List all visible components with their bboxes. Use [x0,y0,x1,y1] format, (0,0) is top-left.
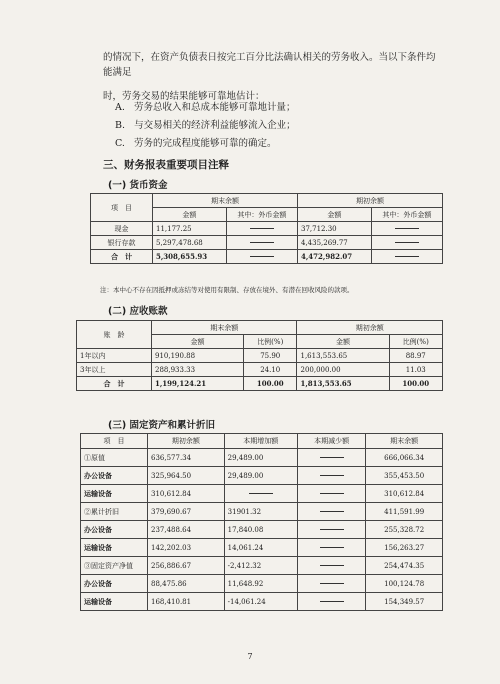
table-row [81,467,443,485]
condition-marker: C. [115,138,125,149]
table-row [81,575,443,593]
table-row-total [91,250,443,264]
fa-begin: 168,410.81 [148,593,225,611]
condition-marker: B. [115,120,126,131]
table-row [81,485,443,503]
intro-line-2: 时，劳务交易的结果能够可靠地估计： [103,91,265,102]
fa-end: 156,263.27 [366,539,443,557]
receivables-begin-amount: 200,000.00 [297,363,389,377]
fa-item: ③固定资产净值 [81,557,148,575]
receivables-begin-ratio: 88.97 [389,349,443,363]
fa-increase: 17,840.08 [224,521,297,539]
receivables-total-label: 合 计 [77,377,152,391]
receivables-item: 1年以内 [77,349,152,363]
empty-dash [371,222,442,236]
fa-item: 办公设备 [81,467,148,485]
fa-rows [81,449,443,611]
receivables-header-begin: 期初余额 [297,321,443,335]
fa-increase: 31901.32 [224,503,297,521]
condition-text: 与交易相关的经济利益能够流入企业； [134,120,296,131]
empty-dash [226,236,297,250]
receivables-sub-ratio: 比例(%) [389,335,443,349]
fa-item: 办公设备 [81,575,148,593]
table-row [81,449,443,467]
receivables-total-begin-ratio: 100.00 [389,377,443,391]
empty-dash [297,521,365,539]
condition-b [115,117,296,131]
fa-begin: 636,577.34 [148,449,225,467]
cash-total-end: 5,308,655.93 [153,250,227,264]
table-row [91,222,443,236]
empty-dash [297,593,365,611]
empty-dash [297,575,365,593]
empty-dash [297,539,365,557]
intro-line-1: 的情况下，在资产负债表日按完工百分比法确认相关的劳务收入。当以下条件均能满足 [103,52,436,78]
empty-dash [226,250,297,264]
cash-sub-amount: 金额 [297,208,371,222]
fa-end: 154,349.57 [366,593,443,611]
fa-begin: 325,964.50 [148,467,225,485]
fa-end: 100,124.78 [366,575,443,593]
fa-end: 255,328.72 [366,521,443,539]
condition-marker: A. [115,102,125,113]
fa-item: 运输设备 [81,593,148,611]
receivables-table [76,320,443,391]
receivables-begin-amount: 1,613,553.65 [297,349,389,363]
cash-title: (一) 货币资金 [108,180,168,191]
empty-dash [226,222,297,236]
table-row [81,521,443,539]
cash-item: 现金 [91,222,153,236]
table-row [77,363,443,377]
cash-total-begin: 4,472,982.07 [297,250,371,264]
empty-dash [297,485,365,503]
fa-begin: 237,488.64 [148,521,225,539]
fa-increase: 29,489.00 [224,449,297,467]
cash-sub-amount: 金额 [153,208,227,222]
condition-text: 劳务总收入和总成本能够可靠地计量； [133,102,296,113]
fixed-assets-title: (三) 固定资产和累计折旧 [108,420,215,431]
fa-end: 310,612.84 [366,485,443,503]
cash-begin-amount: 4,435,269.77 [297,236,371,250]
condition-a [115,99,295,113]
receivables-header-end: 期末余额 [152,321,297,335]
fa-increase: 11,648.92 [224,575,297,593]
table-row [77,349,443,363]
receivables-total-end-amount: 1,199,124.21 [152,377,244,391]
cash-item: 银行存款 [91,236,153,250]
receivables-end-ratio: 24.10 [244,363,297,377]
empty-dash [371,236,442,250]
table-row [81,593,443,611]
fa-begin: 142,202.03 [148,539,225,557]
section-title: 三、财务报表重要项目注释 [103,159,229,171]
fa-end: 254,474.35 [366,557,443,575]
empty-dash [297,557,365,575]
table-row [91,236,443,250]
receivables-begin-ratio: 11.03 [389,363,443,377]
condition-text: 劳务的完成程度能够可靠的确定。 [134,138,277,149]
fa-end: 666,066.34 [366,449,443,467]
fa-item: ②累计折旧 [81,503,148,521]
empty-dash [371,250,442,264]
receivables-sub-ratio: 比例(%) [244,335,297,349]
receivables-total-end-ratio: 100.00 [244,377,297,391]
cash-sub-foreign: 其中：外币金额 [371,208,442,222]
cash-end-amount: 11,177.25 [153,222,227,236]
fa-begin: 256,886.67 [148,557,225,575]
receivables-sub-amount: 金额 [152,335,244,349]
fa-increase [224,485,297,503]
condition-c [115,135,277,149]
fa-begin: 88,475.86 [148,575,225,593]
fa-header-increase: 本期增加额 [224,434,297,449]
table-row-total [77,377,443,391]
table-row [81,539,443,557]
fa-end: 411,591.99 [366,503,443,521]
fa-header-item: 项 目 [81,434,148,449]
empty-dash [297,503,365,521]
fixed-assets-table [80,433,443,611]
fa-increase: -2,412.32 [224,557,297,575]
fa-header-end: 期末余额 [366,434,443,449]
receivables-end-ratio: 75.90 [244,349,297,363]
receivables-title: (二) 应收账款 [108,306,168,317]
table-row [81,503,443,521]
receivables-end-amount: 288,933.33 [152,363,244,377]
cash-header-begin: 期初余额 [297,194,442,208]
cash-header-end: 期末余额 [153,194,298,208]
empty-dash [297,467,365,485]
receivables-sub-amount: 金额 [297,335,389,349]
fa-header-begin: 期初余额 [148,434,225,449]
fa-item: 办公设备 [81,521,148,539]
cash-note: 注：本中心不存在因抵押或冻结等对使用有限制、存放在境外、有潜在回收风险的款项。 [100,286,354,294]
fa-increase: 14,061.24 [224,539,297,557]
receivables-header-item: 账 龄 [77,321,152,349]
cash-total-label: 合 计 [91,250,153,264]
page-number: 7 [247,652,253,661]
cash-table [90,193,443,264]
table-row [81,557,443,575]
cash-sub-foreign: 其中：外币金额 [226,208,297,222]
receivables-item: 3年以上 [77,363,152,377]
empty-dash [297,449,365,467]
fa-begin: 310,612.84 [148,485,225,503]
cash-header-item: 项 目 [91,194,153,222]
fa-increase: 29,489.00 [224,467,297,485]
fa-increase: -14,061.24 [224,593,297,611]
fa-end: 355,453.50 [366,467,443,485]
fa-item: 运输设备 [81,539,148,557]
fa-begin: 379,690.67 [148,503,225,521]
fa-item: ①原值 [81,449,148,467]
cash-end-amount: 5,297,478.68 [153,236,227,250]
receivables-end-amount: 910,190.88 [152,349,244,363]
fa-item: 运输设备 [81,485,148,503]
receivables-total-begin-amount: 1,813,553.65 [297,377,389,391]
intro-paragraph [103,50,443,104]
fa-header-decrease: 本期减少额 [297,434,365,449]
cash-begin-amount: 37,712.30 [297,222,371,236]
